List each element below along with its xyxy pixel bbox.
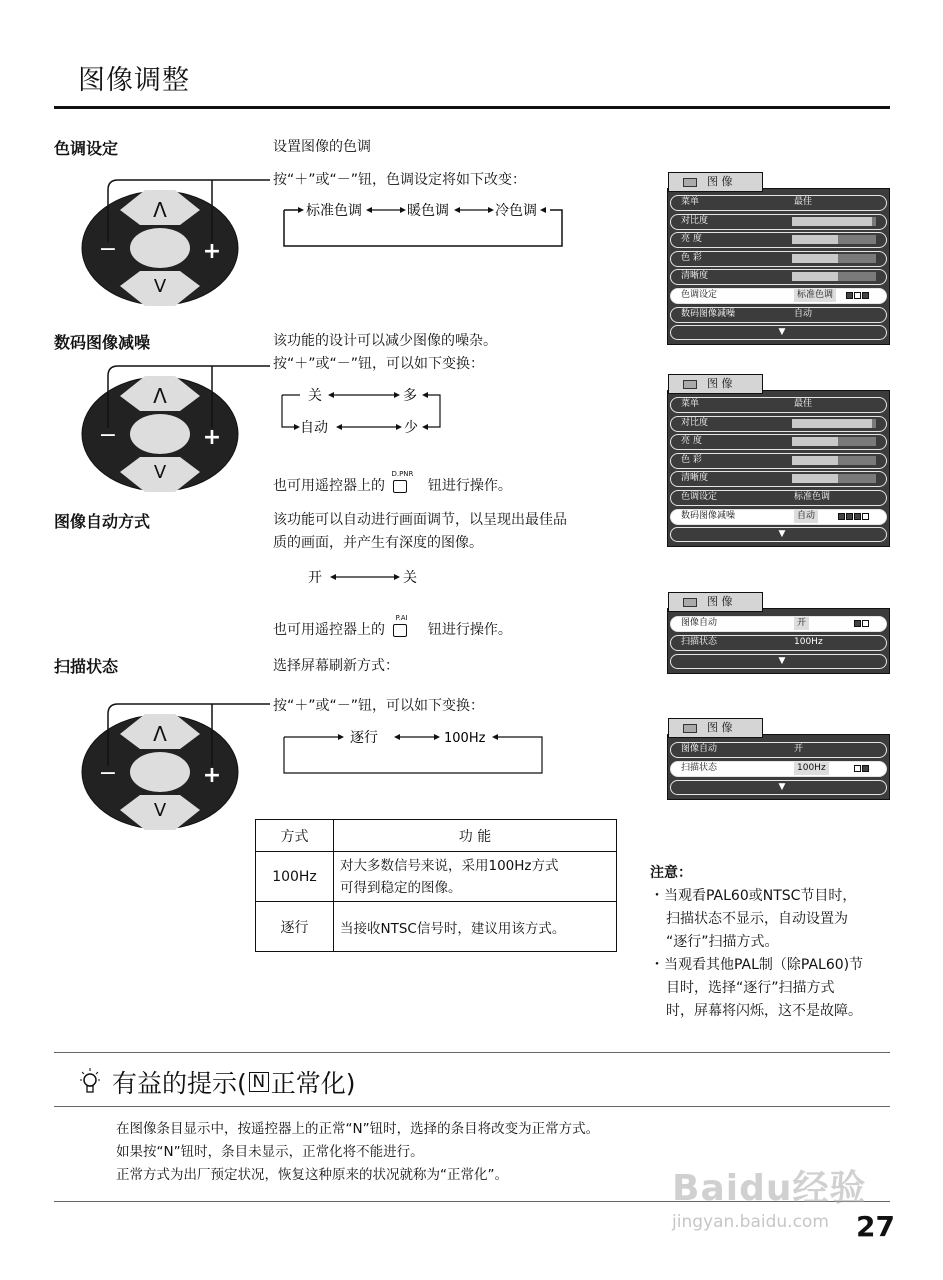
dnr-remote-suffix: 钮进行操作。 [427, 478, 512, 494]
note-block [650, 862, 863, 1023]
note-line: 目时，选择“逐行”扫描方式 [666, 980, 835, 996]
note-line: ・当观看其他PAL制（除PAL60)节 [650, 957, 864, 973]
tone-instruction: 按“＋”或“－”钮，色调设定将如下改变： [273, 172, 527, 188]
n-symbol-icon: N [249, 1072, 269, 1092]
osd-tab: 图 像 [668, 592, 763, 612]
section-heading-tone: 色调设定 [54, 139, 119, 158]
watermark-brand: Baidu经验 [672, 1168, 867, 1209]
note-item [650, 885, 863, 954]
osd-tab: 图 像 [668, 718, 763, 738]
page-title: 图像调整 [78, 65, 190, 96]
osd-row-selected[interactable]: 图像自动 开 [670, 616, 887, 632]
osd-row[interactable]: 菜单 最佳 [670, 397, 887, 413]
table-row [256, 902, 617, 952]
tips-title [78, 1064, 356, 1100]
dnr-remote-note [273, 470, 512, 496]
osd-menu-auto [667, 595, 890, 674]
auto-remote-suffix: 钮进行操作。 [427, 622, 512, 638]
auto-option-on: 开 [308, 570, 322, 586]
auto-remote-text: 也可用遥控器上的 [273, 622, 385, 638]
dnr-option-low: 少 [404, 420, 418, 436]
dnr-remote-text: 也可用遥控器上的 [273, 478, 385, 494]
section-heading-scan: 扫描状态 [54, 657, 119, 676]
note-line: “逐行”扫描方式。 [666, 934, 779, 950]
up-glyph: Λ [153, 722, 167, 746]
osd-row[interactable]: 对比度 [670, 214, 887, 230]
osd-row[interactable]: 数码图像减噪 自动 [670, 307, 887, 323]
down-arrow-icon: ▼ [778, 529, 786, 539]
osd-more-row[interactable] [670, 325, 887, 340]
osd-row[interactable]: 亮 度 [670, 232, 887, 248]
down-arrow-icon: ▼ [778, 782, 786, 792]
up-glyph: Λ [153, 384, 167, 408]
option-slider [838, 505, 870, 512]
tips-title-text: 有益的提示( [112, 1069, 247, 1098]
auto-desc-2: 质的画面，并产生有深度的图像。 [273, 535, 483, 551]
table-cell-func: 当接收NTSC信号时，建议用该方式。 [334, 902, 617, 952]
table-header-mode: 方式 [256, 820, 334, 852]
section-heading-auto: 图像自动方式 [54, 512, 151, 531]
note-line: ・当观看PAL60或NTSC节目时， [650, 888, 857, 904]
dnr-option-auto: 自动 [300, 420, 328, 436]
osd-row[interactable]: 对比度 [670, 416, 887, 432]
scan-cycle-diagram [280, 725, 550, 777]
note-item [650, 954, 863, 1023]
remote-pad-diagram [80, 362, 280, 512]
scan-instruction: 按“＋”或“－”钮，可以如下变换： [273, 698, 485, 714]
dnr-option-high: 多 [403, 388, 417, 404]
table-cell-func: 对大多数信号来说，采用100Hz方式 [340, 857, 559, 874]
osd-row-selected[interactable]: 数码图像减噪 自动 [670, 509, 887, 525]
auto-option-off: 关 [403, 570, 417, 586]
minus-glyph: − [98, 423, 118, 448]
tips-title-tail: 正常化) [270, 1069, 356, 1098]
scan-mode-table [255, 819, 617, 952]
tv-icon [683, 724, 697, 733]
osd-row[interactable]: 色 彩 [670, 251, 887, 267]
down-arrow-icon: ▼ [778, 327, 786, 337]
osd-more-row[interactable] [670, 654, 887, 669]
divider [54, 1052, 890, 1053]
osd-tab: 图 像 [668, 172, 763, 192]
down-glyph: V [153, 800, 167, 821]
dnr-desc: 该功能的设计可以减少图像的噪杂。 [273, 333, 497, 349]
auto-remote-button-label: P.AI [395, 614, 408, 622]
remote-pad-diagram [80, 700, 280, 850]
divider [54, 1106, 890, 1107]
osd-menu-dnr [667, 377, 890, 547]
table-cell-mode: 逐行 [256, 902, 334, 952]
tv-icon [683, 598, 697, 607]
osd-row[interactable]: 亮 度 [670, 434, 887, 450]
osd-row-selected[interactable]: 扫描状态 100Hz [670, 761, 887, 777]
table-cell-func: 可得到稳定的图像。 [340, 879, 462, 896]
remote-pad-diagram [80, 170, 280, 320]
osd-more-row[interactable] [670, 780, 887, 795]
option-slider [854, 612, 870, 619]
tone-option-standard: 标准色调 [306, 203, 362, 219]
osd-more-row[interactable] [670, 527, 887, 542]
lightbulb-icon [78, 1067, 102, 1097]
tone-option-cool: 冷色调 [495, 203, 537, 219]
note-line: 时，屏幕将闪烁，这不是故障。 [666, 1003, 862, 1019]
osd-menu-scan [667, 721, 890, 800]
auto-cycle-diagram [306, 565, 436, 589]
auto-desc-1: 该功能可以自动进行画面调节，以呈现出最佳品 [273, 512, 567, 528]
note-title: 注意： [650, 865, 692, 881]
osd-row[interactable]: 色 彩 [670, 453, 887, 469]
tv-icon [683, 380, 697, 389]
plus-glyph: + [202, 763, 222, 788]
scan-option-100hz: 100Hz [444, 731, 486, 746]
osd-menu-tone [667, 175, 890, 345]
minus-glyph: − [98, 237, 118, 262]
dnr-remote-button-label: D.PNR [391, 470, 414, 478]
minus-glyph: − [98, 761, 118, 786]
dnr-instruction: 按“＋”或“－”钮，可以如下变换： [273, 356, 485, 372]
plus-glyph: + [202, 425, 222, 450]
down-glyph: V [153, 462, 167, 483]
osd-tab: 图 像 [668, 374, 763, 394]
osd-row[interactable]: 清晰度 [670, 471, 887, 487]
section-heading-dnr: 数码图像减噪 [54, 333, 151, 352]
osd-row[interactable]: 菜单 最佳 [670, 195, 887, 211]
dnr-option-off: 关 [308, 388, 322, 404]
plus-glyph: + [202, 239, 222, 264]
watermark-url: jingyan.baidu.com [672, 1212, 829, 1232]
table-row [256, 852, 617, 902]
auto-remote-note [273, 614, 512, 640]
table-cell-mode: 100Hz [256, 852, 334, 902]
scan-option-progressive: 逐行 [350, 730, 378, 746]
up-glyph: Λ [153, 198, 167, 222]
osd-row[interactable]: 清晰度 [670, 269, 887, 285]
note-line: 扫描状态不显示，自动设置为 [666, 911, 848, 927]
table-header-function: 功 能 [334, 820, 617, 852]
option-slider [846, 284, 870, 291]
title-rule [54, 106, 890, 109]
dnr-cycle-diagram [278, 382, 448, 438]
osd-row[interactable]: 色调设定 标准色调 [670, 490, 887, 506]
tv-icon [683, 178, 697, 187]
osd-row[interactable]: 图像自动 开 [670, 742, 887, 758]
tips-line: 正常方式为出厂预定状况，恢复这种原来的状况就称为“正常化”。 [116, 1167, 508, 1183]
osd-row-selected[interactable]: 色调设定 标准色调 [670, 288, 887, 304]
tips-body [116, 1118, 599, 1187]
tips-line: 如果按“N”钮时，条目未显示，正常化将不能进行。 [116, 1144, 424, 1160]
scan-desc: 选择屏幕刷新方式： [273, 658, 399, 674]
tips-line: 在图像条目显示中，按遥控器上的正常“N”钮时，选择的条目将改变为正常方式。 [116, 1121, 600, 1137]
tone-desc: 设置图像的色调 [273, 139, 371, 155]
down-arrow-icon: ▼ [778, 656, 786, 666]
tone-option-warm: 暖色调 [407, 203, 449, 219]
tone-cycle-diagram [280, 196, 580, 254]
down-glyph: V [153, 276, 167, 297]
option-slider [854, 757, 870, 764]
page-number: 27 [856, 1210, 895, 1243]
osd-row[interactable]: 扫描状态 100Hz [670, 635, 887, 651]
